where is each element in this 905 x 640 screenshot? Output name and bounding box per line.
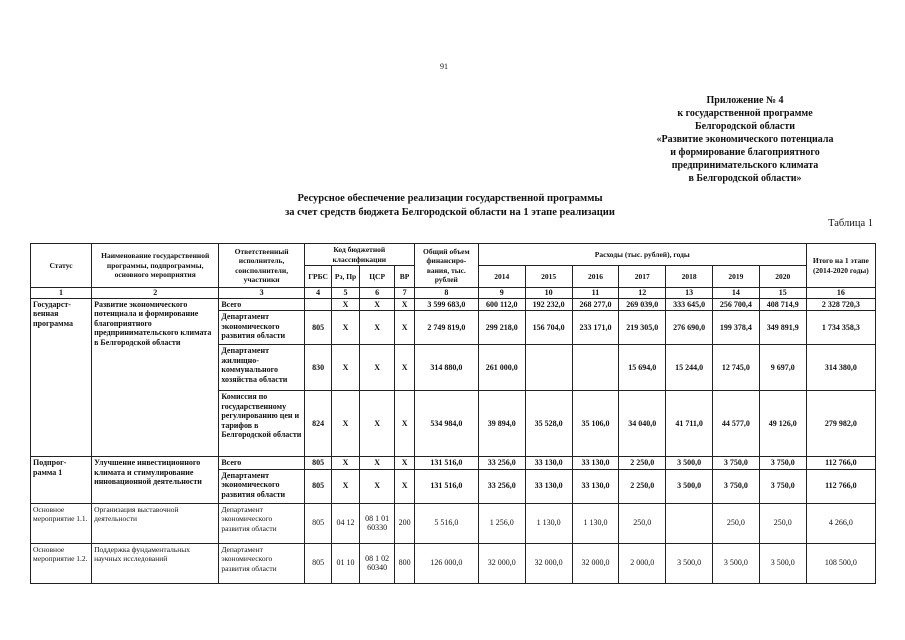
csr-cell: X: [359, 469, 395, 503]
year-cell: 261 000,0: [478, 345, 525, 391]
year-cell: 250,0: [713, 503, 760, 543]
year-cell: 1 130,0: [572, 503, 619, 543]
header-year: 2015: [525, 266, 572, 288]
year-cell: 333 645,0: [666, 298, 713, 311]
grbs-cell: 824: [304, 391, 331, 457]
column-index: 8: [414, 288, 478, 299]
vr-cell: X: [395, 311, 414, 345]
volume-cell: 131 516,0: [414, 469, 478, 503]
year-cell: 1 130,0: [525, 503, 572, 543]
vr-cell: X: [395, 298, 414, 311]
volume-cell: 5 516,0: [414, 503, 478, 543]
table-row: [31, 543, 876, 583]
appendix-line: в Белгородской области»: [688, 173, 802, 184]
year-cell: 41 711,0: [666, 391, 713, 457]
grbs-cell: 805: [304, 311, 331, 345]
header-executor: Ответственный исполнитель, соисполнители, участники: [219, 244, 305, 288]
total-cell: 112 766,0: [806, 457, 875, 470]
year-cell: 250,0: [619, 503, 666, 543]
year-cell: 199 378,4: [713, 311, 760, 345]
rzpr-cell: X: [332, 345, 359, 391]
column-index: 4: [304, 288, 331, 299]
status-cell: Основное мероприятие 1.2.: [31, 543, 92, 583]
year-cell: [666, 503, 713, 543]
header-year: 2016: [572, 266, 619, 288]
rzpr-cell: X: [332, 469, 359, 503]
column-index: 14: [713, 288, 760, 299]
header-expenses: Расходы (тыс. рублей), годы: [478, 244, 806, 266]
year-cell: 33 130,0: [525, 469, 572, 503]
csr-cell: 08 1 02 60340: [359, 543, 395, 583]
header-year: 2019: [713, 266, 760, 288]
csr-cell: X: [359, 298, 395, 311]
year-cell: 32 000,0: [525, 543, 572, 583]
csr-cell: X: [359, 391, 395, 457]
year-cell: 3 750,0: [713, 457, 760, 470]
grbs-cell: 805: [304, 543, 331, 583]
status-cell: Подпрог-рамма 1: [31, 457, 92, 504]
year-cell: 33 130,0: [572, 457, 619, 470]
year-cell: 219 305,0: [619, 311, 666, 345]
year-cell: 49 126,0: [759, 391, 806, 457]
page-number: 91: [440, 62, 448, 71]
year-cell: 276 690,0: [666, 311, 713, 345]
appendix-line: Белгородской области: [694, 121, 796, 132]
year-cell: 349 891,9: [759, 311, 806, 345]
appendix-line: предпринимательского климата: [671, 160, 819, 171]
column-index: 9: [478, 288, 525, 299]
year-cell: 2 250,0: [619, 457, 666, 470]
year-cell: 192 232,0: [525, 298, 572, 311]
rzpr-cell: X: [332, 457, 359, 470]
year-cell: [525, 345, 572, 391]
resource-table: [30, 243, 876, 584]
year-cell: 269 039,0: [619, 298, 666, 311]
header-total: Итого на 1 этапе (2014-2020 годы): [806, 244, 875, 288]
year-cell: 15 244,0: [666, 345, 713, 391]
name-cell: Улучшение инвестиционного климата и стимулирование инновационной деятельности: [92, 457, 219, 504]
year-cell: 3 500,0: [759, 543, 806, 583]
rzpr-cell: 01 10: [332, 543, 359, 583]
executor-cell: Всего: [219, 457, 305, 470]
appendix-heading: [600, 94, 890, 185]
volume-cell: 126 000,0: [414, 543, 478, 583]
year-cell: 3 500,0: [666, 457, 713, 470]
document-title: [200, 192, 700, 220]
grbs-cell: 805: [304, 503, 331, 543]
column-index: 11: [572, 288, 619, 299]
year-cell: 156 704,0: [525, 311, 572, 345]
year-cell: 256 700,4: [713, 298, 760, 311]
header-name: Наименование государственной программы, подпрограммы, основного мероприятия: [92, 244, 219, 288]
year-cell: 34 040,0: [619, 391, 666, 457]
volume-cell: 2 749 819,0: [414, 311, 478, 345]
appendix-line: Приложение № 4: [706, 95, 784, 106]
name-cell: Поддержка фундаментальных научных исследований: [92, 543, 219, 583]
executor-cell: Департамент экономического развития области: [219, 543, 305, 583]
csr-cell: 08 1 01 60330: [359, 503, 395, 543]
csr-cell: X: [359, 345, 395, 391]
header-rzpr: Рз, Пр: [332, 266, 359, 288]
year-cell: 3 500,0: [666, 469, 713, 503]
rzpr-cell: X: [332, 298, 359, 311]
vr-cell: X: [395, 345, 414, 391]
year-cell: 32 000,0: [572, 543, 619, 583]
column-index-row: [31, 288, 876, 299]
vr-cell: 800: [395, 543, 414, 583]
year-cell: 44 577,0: [713, 391, 760, 457]
status-cell: Основное мероприятие 1.1.: [31, 503, 92, 543]
appendix-line: «Развитие экономического потенциала: [656, 134, 834, 145]
status-cell: Государст-венная программа: [31, 298, 92, 457]
vr-cell: X: [395, 391, 414, 457]
column-index: 1: [31, 288, 92, 299]
column-index: 10: [525, 288, 572, 299]
year-cell: 408 714,9: [759, 298, 806, 311]
year-cell: 1 256,0: [478, 503, 525, 543]
header-year: 2020: [759, 266, 806, 288]
appendix-line: и формирование благоприятного: [670, 147, 820, 158]
total-cell: 2 328 720,3: [806, 298, 875, 311]
year-cell: 299 218,0: [478, 311, 525, 345]
table-label: Таблица 1: [828, 218, 873, 229]
header-csr: ЦСР: [359, 266, 395, 288]
year-cell: 600 112,0: [478, 298, 525, 311]
year-cell: 33 130,0: [525, 457, 572, 470]
column-index: 5: [332, 288, 359, 299]
year-cell: 3 500,0: [713, 543, 760, 583]
table-row: [31, 457, 876, 470]
executor-cell: Департамент экономического развития области: [219, 503, 305, 543]
year-cell: 33 130,0: [572, 469, 619, 503]
year-cell: 3 500,0: [666, 543, 713, 583]
year-cell: 33 256,0: [478, 457, 525, 470]
year-cell: 12 745,0: [713, 345, 760, 391]
name-cell: Развитие экономического потенциала и формирование благоприятного предпринимательского климата в Белгородской области: [92, 298, 219, 457]
column-index: 6: [359, 288, 395, 299]
title-line: за счет средств бюджета Белгородской области на 1 этапе реализации: [285, 207, 615, 218]
year-cell: 2 250,0: [619, 469, 666, 503]
column-index: 16: [806, 288, 875, 299]
year-cell: 268 277,0: [572, 298, 619, 311]
column-index: 12: [619, 288, 666, 299]
executor-cell: Всего: [219, 298, 305, 311]
header-vr: ВР: [395, 266, 414, 288]
vr-cell: X: [395, 457, 414, 470]
csr-cell: X: [359, 311, 395, 345]
column-index: 3: [219, 288, 305, 299]
year-cell: 33 256,0: [478, 469, 525, 503]
header-volume: Общий объем финансиро-вания, тыс. рублей: [414, 244, 478, 288]
column-index: 13: [666, 288, 713, 299]
grbs-cell: 830: [304, 345, 331, 391]
executor-cell: Комиссия по государственному регулированию цен и тарифов в Белгородской области: [219, 391, 305, 457]
header-grbs: ГРБС: [304, 266, 331, 288]
volume-cell: 131 516,0: [414, 457, 478, 470]
vr-cell: X: [395, 469, 414, 503]
header-year: 2014: [478, 266, 525, 288]
header-year: 2018: [666, 266, 713, 288]
name-cell: Организация выставочной деятельности: [92, 503, 219, 543]
vr-cell: 200: [395, 503, 414, 543]
appendix-line: к государственной программе: [677, 108, 813, 119]
year-cell: 39 894,0: [478, 391, 525, 457]
year-cell: 32 000,0: [478, 543, 525, 583]
year-cell: 15 694,0: [619, 345, 666, 391]
year-cell: 3 750,0: [759, 469, 806, 503]
volume-cell: 314 880,0: [414, 345, 478, 391]
year-cell: 9 697,0: [759, 345, 806, 391]
table-row: [31, 503, 876, 543]
year-cell: 250,0: [759, 503, 806, 543]
executor-cell: Департамент жилищно-коммунального хозяйства области: [219, 345, 305, 391]
year-cell: 35 106,0: [572, 391, 619, 457]
column-index: 15: [759, 288, 806, 299]
header-budget-code: Код бюджетной классификации: [304, 244, 414, 266]
year-cell: 233 171,0: [572, 311, 619, 345]
rzpr-cell: X: [332, 391, 359, 457]
volume-cell: 534 984,0: [414, 391, 478, 457]
header-year: 2017: [619, 266, 666, 288]
rzpr-cell: X: [332, 311, 359, 345]
header-status: Статус: [31, 244, 92, 288]
total-cell: 279 982,0: [806, 391, 875, 457]
total-cell: 314 380,0: [806, 345, 875, 391]
year-cell: 35 528,0: [525, 391, 572, 457]
executor-cell: Департамент экономического развития области: [219, 469, 305, 503]
column-index: 7: [395, 288, 414, 299]
year-cell: 3 750,0: [759, 457, 806, 470]
year-cell: 2 000,0: [619, 543, 666, 583]
volume-cell: 3 599 683,0: [414, 298, 478, 311]
executor-cell: Департамент экономического развития области: [219, 311, 305, 345]
grbs-cell: [304, 298, 331, 311]
total-cell: 108 500,0: [806, 543, 875, 583]
total-cell: 1 734 358,3: [806, 311, 875, 345]
year-cell: [572, 345, 619, 391]
total-cell: 112 766,0: [806, 469, 875, 503]
title-line: Ресурсное обеспечение реализации государственной программы: [297, 193, 603, 204]
total-cell: 4 266,0: [806, 503, 875, 543]
rzpr-cell: 04 12: [332, 503, 359, 543]
csr-cell: X: [359, 457, 395, 470]
year-cell: 3 750,0: [713, 469, 760, 503]
grbs-cell: 805: [304, 457, 331, 470]
grbs-cell: 805: [304, 469, 331, 503]
column-index: 2: [92, 288, 219, 299]
table-row: [31, 298, 876, 311]
